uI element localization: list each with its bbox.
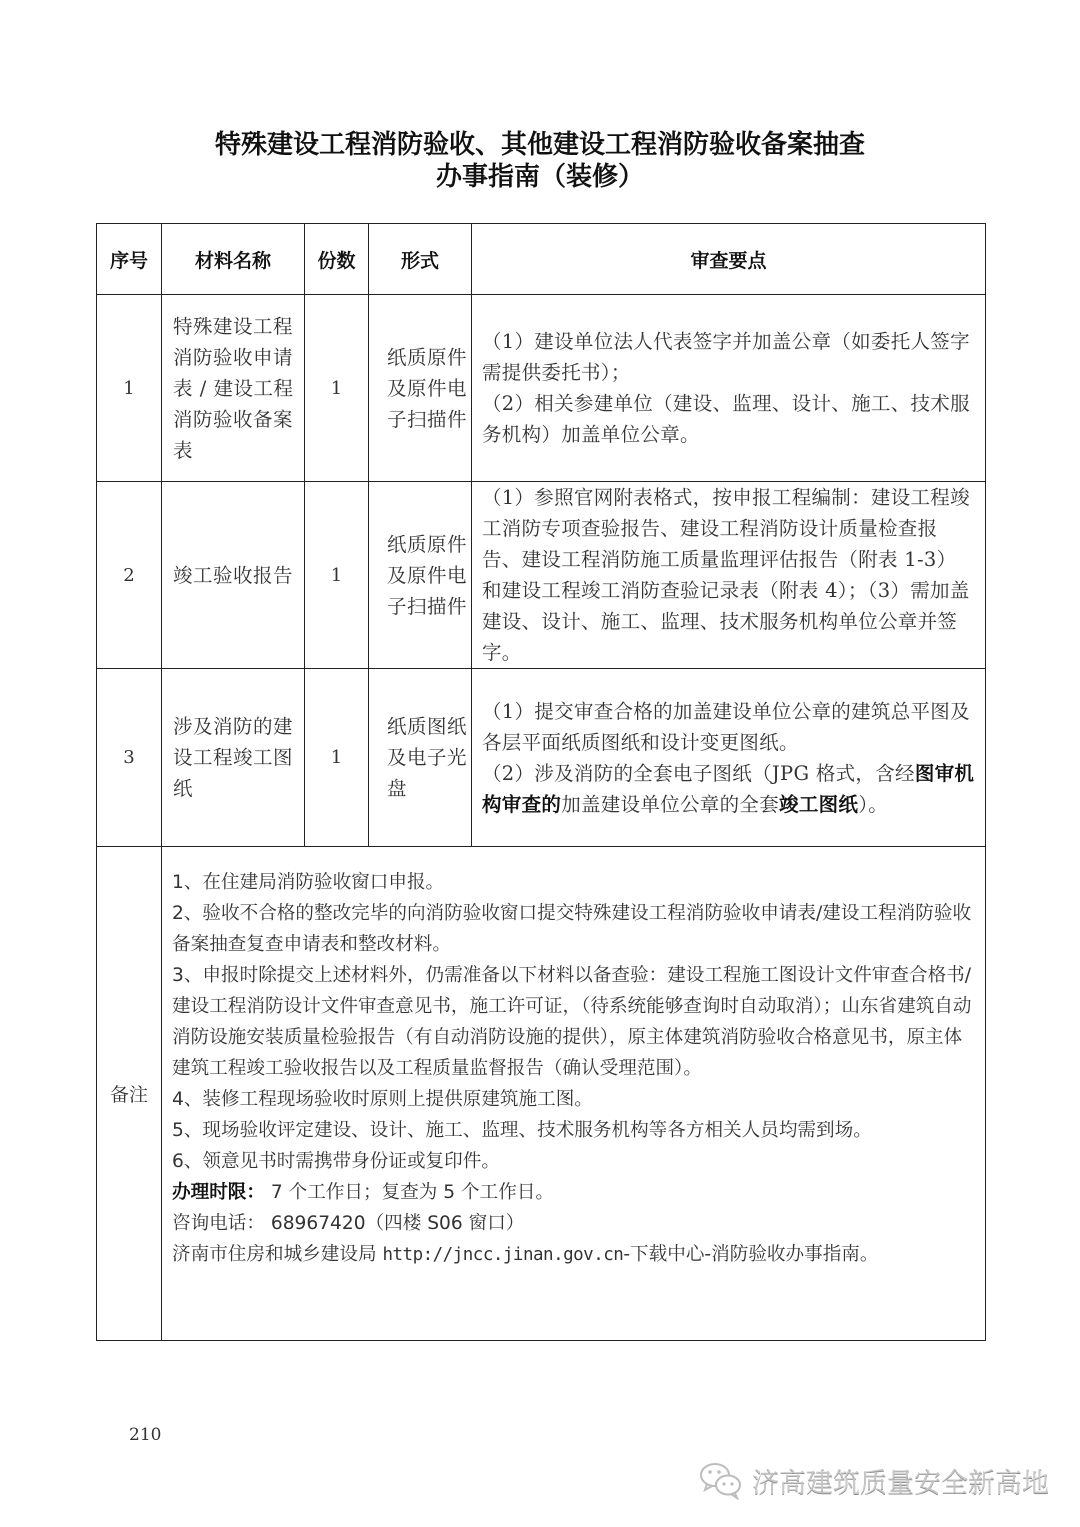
watermark-text: 济高建筑质量安全新高地 bbox=[752, 1467, 1049, 1499]
table-header-row bbox=[97, 224, 986, 295]
time-limit-value: 7 个工作日；复查为 5 个工作日。 bbox=[264, 1182, 555, 1203]
header-material-name: 材料名称 bbox=[162, 224, 305, 295]
row-material-name: 特殊建设工程消防验收申请表 / 建设工程消防验收备案表 bbox=[162, 295, 305, 482]
row-review-points bbox=[472, 295, 986, 482]
review-point: （1）建设单位法人代表签字并加盖公章（如委托人签字需提供委托书）； bbox=[482, 330, 970, 384]
row-index: 2 bbox=[97, 482, 162, 669]
review-point-text: 加盖建设单位公章的全套 bbox=[561, 792, 780, 816]
consult-phone bbox=[172, 1208, 977, 1239]
row-index: 3 bbox=[97, 669, 162, 847]
document-title-line1: 特殊建设工程消防验收、其他建设工程消防验收备案抽查 bbox=[214, 130, 865, 160]
website-prefix: 济南市住房和城乡建设局 bbox=[172, 1244, 377, 1265]
phone-value: 68967420（四楼 S06 窗口） bbox=[264, 1213, 525, 1234]
time-limit-label: 办理时限： bbox=[172, 1182, 265, 1203]
review-point: （1）提交审查合格的加盖建设单位公章的建筑总平图及各层平面纸质图纸和设计变更图纸。 bbox=[482, 699, 970, 754]
header-index: 序号 bbox=[97, 224, 162, 295]
review-point-text: （2）涉及消防的全套电子图纸（JPG 格式，含经 bbox=[482, 761, 915, 785]
row-review-points bbox=[472, 482, 986, 669]
wechat-icon bbox=[698, 1460, 744, 1500]
table-row bbox=[97, 295, 986, 482]
header-form: 形式 bbox=[369, 224, 472, 295]
review-point: （2）相关参建单位（建设、监理、设计、施工、技术服务机构）加盖单位公章。 bbox=[482, 392, 970, 446]
remark-item: 4、装修工程现场验收时原则上提供原建筑施工图。 bbox=[172, 1089, 593, 1110]
row-index: 1 bbox=[97, 295, 162, 482]
remark-item: 2、验收不合格的整改完毕的向消防验收窗口提交特殊建设工程消防验收申请表/建设工程消防验收备案抽查复查申请表和整改材料。 bbox=[172, 903, 972, 955]
table-row bbox=[97, 669, 986, 847]
website-line bbox=[172, 1239, 977, 1271]
watermark bbox=[698, 1458, 1049, 1502]
review-point-emphasis: 图审机构审查的 bbox=[482, 761, 975, 816]
review-point-text: ）。 bbox=[858, 792, 889, 816]
review-point-emphasis: 竣工图纸 bbox=[779, 792, 859, 816]
review-point bbox=[482, 758, 975, 820]
row-count: 1 bbox=[305, 482, 369, 669]
time-limit bbox=[172, 1177, 977, 1208]
website-suffix: -下载中心-消防验收办事指南。 bbox=[623, 1244, 879, 1265]
remark-item: 6、领意见书时需携带身份证或复印件。 bbox=[172, 1151, 500, 1172]
remark-item: 3、申报时除提交上述材料外，仍需准备以下材料以备查验：建设工程施工图设计文件审查合格书/建设工程消防设计文件审查意见书，施工许可证，（待系统能够查询时自动取消）；山东省建筑自动消防设施安装质量检验报告（有自动消防设施的提供），原主体建筑消防验收合格意见书，原主体建筑工程竣工验收报告以及工程质量监督报告（确认受理范围）。 bbox=[172, 965, 972, 1079]
remarks-label: 备注 bbox=[97, 847, 162, 1341]
page-number: 210 bbox=[129, 1425, 162, 1445]
row-form: 纸质图纸及电子光盘 bbox=[369, 669, 472, 847]
row-material-name: 竣工验收报告 bbox=[162, 482, 305, 669]
header-review-points: 审查要点 bbox=[472, 224, 986, 295]
table-row bbox=[97, 482, 986, 669]
remarks-content bbox=[162, 847, 986, 1341]
remarks-row bbox=[97, 847, 986, 1341]
header-count: 份数 bbox=[305, 224, 369, 295]
phone-label: 咨询电话： bbox=[172, 1213, 265, 1234]
remark-item: 1、在住建局消防验收窗口申报。 bbox=[172, 872, 445, 893]
row-material-name: 涉及消防的建设工程竣工图纸 bbox=[162, 669, 305, 847]
row-count: 1 bbox=[305, 295, 369, 482]
row-form: 纸质原件及原件电子扫描件 bbox=[369, 295, 472, 482]
row-form: 纸质原件及原件电子扫描件 bbox=[369, 482, 472, 669]
review-point: （1）参照官网附表格式，按申报工程编制：建设工程竣工消防专项查验报告、建设工程消防设计质量检查报告、建设工程消防施工质量监理评估报告（附表 1-3）和建设工程竣工消防查验记录表（附表 4）；（3）需加盖建设、设计、施工、监理、技术服务机构单位公章并签字。 bbox=[482, 486, 970, 664]
materials-table bbox=[96, 223, 986, 1341]
row-count: 1 bbox=[305, 669, 369, 847]
remark-item: 5、现场验收评定建设、设计、施工、监理、技术服务机构等各方相关人员均需到场。 bbox=[172, 1120, 872, 1141]
row-review-points bbox=[472, 669, 986, 847]
website-link[interactable]: http://jncc.jinan.gov.cn bbox=[382, 1245, 624, 1265]
document-title-line2: 办事指南（装修） bbox=[435, 162, 644, 192]
